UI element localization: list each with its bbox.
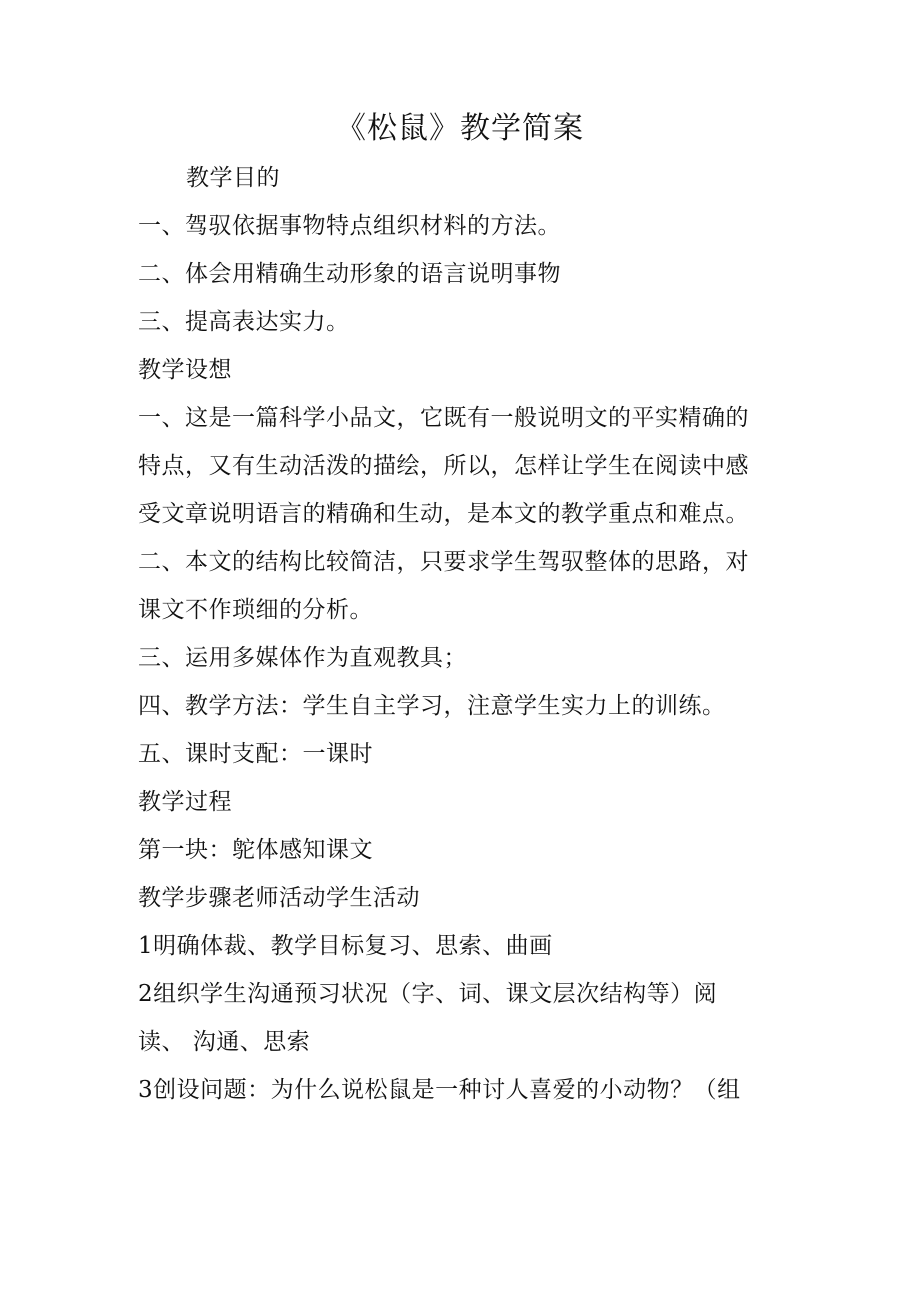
objective-line-2: 二、体会用精确生动形象的语言说明事物 bbox=[138, 261, 561, 287]
process-line-1: 第一块：鸵体感知课文 bbox=[138, 837, 373, 863]
document-body bbox=[138, 154, 798, 1114]
objective-line-3: 三、提高表达实力。 bbox=[138, 309, 350, 335]
process-line-5: 读、 沟通、思索 bbox=[138, 1029, 311, 1055]
design-line-3: 受文章说明语言的精确和生动，是本文的教学重点和难点。 bbox=[138, 501, 749, 527]
design-line-2: 特点，又有生动活泼的描绘，所以，怎样让学生在阅读中感 bbox=[138, 453, 749, 479]
section-heading-design: 教学设想 bbox=[138, 357, 232, 383]
design-line-1: 一、这是一篇科学小品文，它既有一般说明文的平实精确的 bbox=[138, 405, 749, 431]
objective-line-1: 一、驾驭依据事物特点组织材料的方法。 bbox=[138, 213, 561, 239]
process-line-3: 1明确体裁、教学目标复习、思索、曲画 bbox=[138, 933, 553, 959]
process-line-2: 教学步骤老师活动学生活动 bbox=[138, 885, 420, 911]
design-line-4: 二、本文的结构比较简洁，只要求学生驾驭整体的思路，对 bbox=[138, 549, 749, 575]
process-line-4: 2组织学生沟通预习状况（字、词、课文层次结构等）阅 bbox=[138, 981, 718, 1007]
design-line-7: 四、教学方法：学生自主学习，注意学生实力上的训练。 bbox=[138, 693, 726, 719]
design-line-8: 五、课时支配：一课时 bbox=[138, 741, 373, 767]
process-line-6: 3创设问题：为什么说松鼠是一种讨人喜爱的小动物？（组 bbox=[138, 1077, 741, 1103]
section-heading-process: 教学过程 bbox=[138, 789, 232, 815]
section-heading-objectives: 教学目的 bbox=[186, 165, 280, 191]
document-title: 《松鼠》教学简案 bbox=[336, 111, 584, 146]
design-line-5: 课文不作琐细的分析。 bbox=[138, 597, 373, 623]
design-line-6: 三、运用多媒体作为直观教具； bbox=[138, 645, 467, 671]
